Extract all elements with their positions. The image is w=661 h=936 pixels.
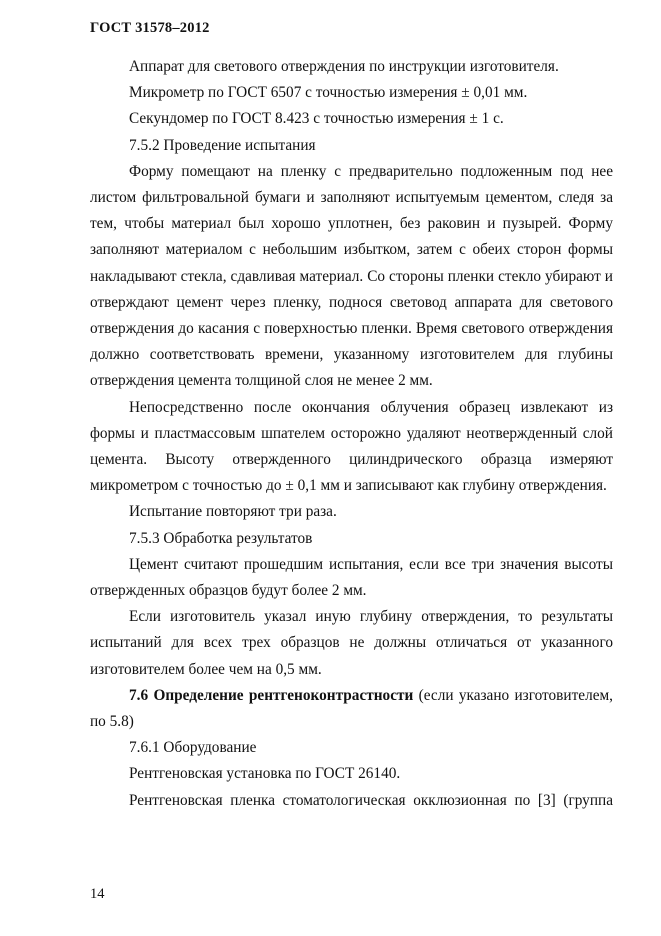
section-heading-7-5-2: 7.5.2 Проведение испытания — [129, 136, 316, 154]
document-code-header: ГОСТ 31578–2012 — [90, 20, 210, 36]
section-heading-7-6-1: 7.6.1 Оборудование — [129, 739, 257, 757]
section-heading-7-6-title: 7.6 Определение рентгеноконтрастности — [129, 686, 414, 704]
section-heading-7-5-3: 7.5.3 Обработка результатов — [129, 529, 313, 547]
page-number: 14 — [90, 886, 105, 902]
paragraph-repeat: Испытание повторяют три раза. — [129, 503, 337, 521]
page-body — [90, 54, 613, 814]
paragraph-stopwatch: Секундомер по ГОСТ 8.423 с точностью измерения ± 1 с. — [129, 110, 504, 128]
paragraph-procedure: Форму помещают на пленку с предварительно подложенным под нее листом фильтровальной бумаги и заполняют испытуемым цементом, следя за тем, чтобы материал был хорошо уплотнен, без раковин и пузырей. Форму заполняют материалом с небольшим избытком, затем с обеих сторон формы накладывают стекла, сдавливая материал. Со стороны пленки стекло убирают и отверждают цемент через пленку, поднося световод аппарата для светового отверждения до касания с поверхностью пленки. Время светового отверждения должно соответствовать времени, указанному изготовителем для глубины отверждения цемента толщиной слоя не менее 2 мм. — [90, 162, 613, 390]
paragraph-xray-unit: Рентгеновская установка по ГОСТ 26140. — [129, 765, 401, 783]
paragraph-pass-criteria: Цемент считают прошедшим испытания, если все три значения высоты отвержденных образцов будут более 2 мм. — [90, 555, 613, 600]
paragraph-apparatus: Аппарат для светового отверждения по инструкции изготовителя. — [129, 58, 559, 75]
section-heading-7-6-note: (если указано изготовителем, по 5.8) — [90, 686, 613, 731]
paragraph-xray-film: Рентгеновская пленка стоматологическая окклюзионная по [3] (группа — [129, 791, 613, 809]
paragraph-measurement: Непосредственно после окончания облучения образец извлекают из формы и пластмассовым шпателем осторожно удаляют неотвержденный слой цемента. Высоту отвержденного цилиндрического образца измеряют микрометром с точностью до ± 0,1 мм и записывают как глубину отверждения. — [90, 398, 613, 495]
paragraph-tolerance: Если изготовитель указал иную глубину отверждения, то результаты испытаний для всех трех образцов не должны отличаться от указанного изготовителем более чем на 0,5 мм. — [90, 608, 613, 678]
paragraph-micrometer: Микрометр по ГОСТ 6507 с точностью измерения ± 0,01 мм. — [129, 84, 528, 102]
section-heading-7-6 — [90, 683, 613, 735]
